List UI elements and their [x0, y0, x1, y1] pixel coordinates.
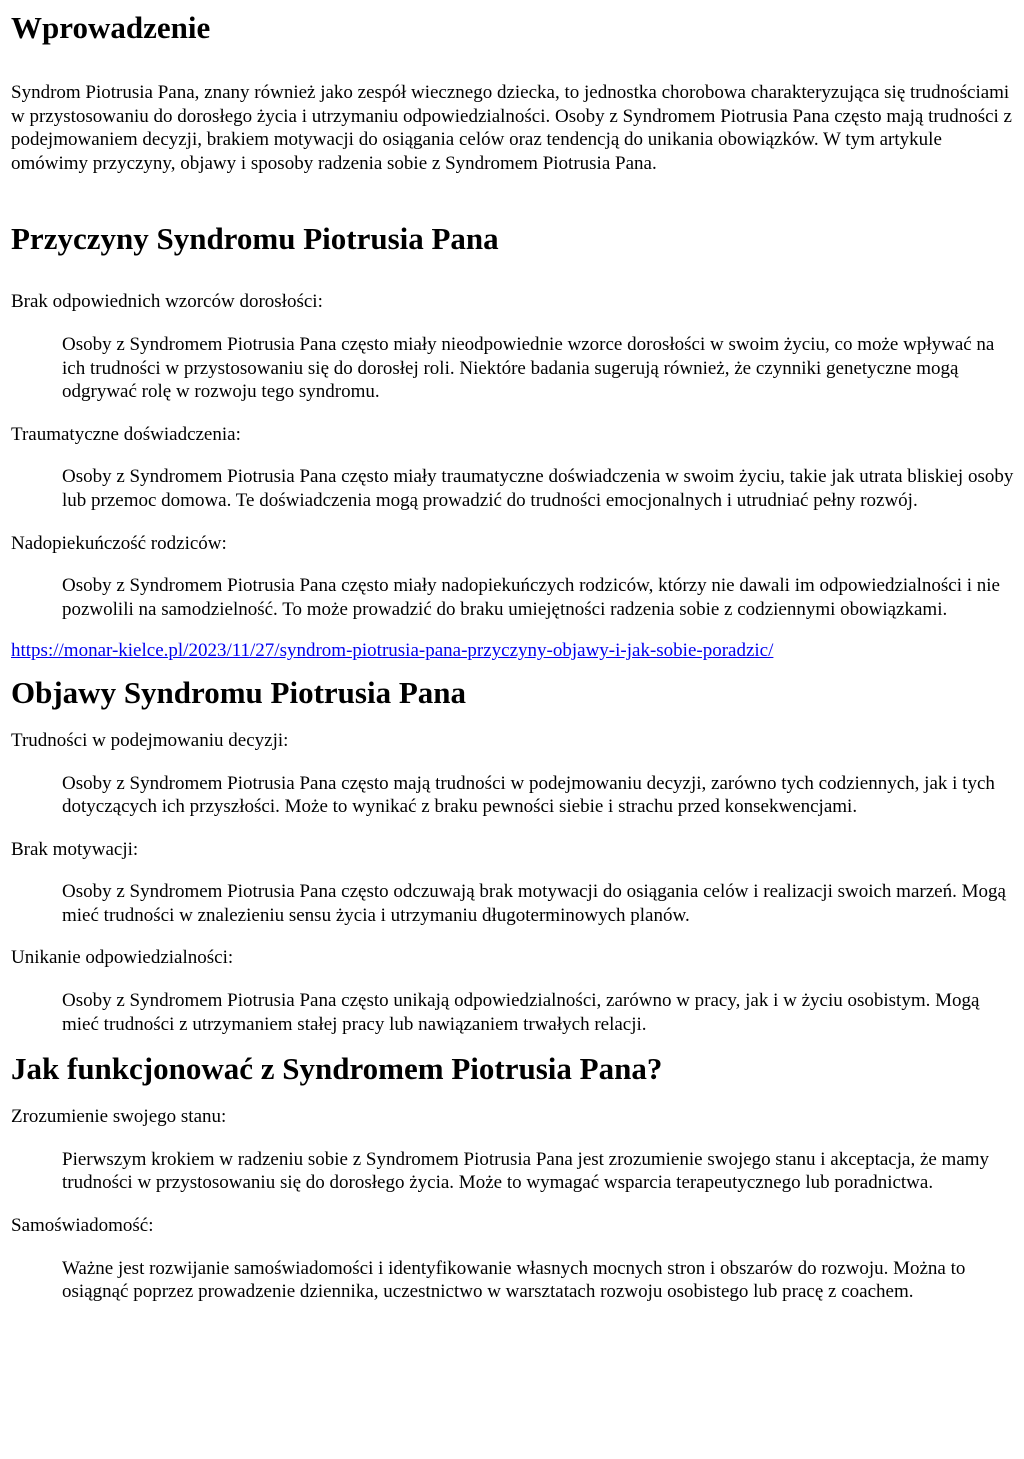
coping-term: Samoświadomość:	[11, 1215, 154, 1237]
coping-term: Zrozumienie swojego stanu:	[11, 1106, 227, 1128]
source-link[interactable]: https://monar-kielce.pl/2023/11/27/syndrom-piotrusia-pana-przyczyny-objawy-i-jak-sobie-poradzic/	[11, 640, 774, 662]
intro-paragraph: Syndrom Piotrusia Pana, znany również jako zespół wiecznego dziecka, to jednostka chorobowa charakteryzująca się trudnościami w przystosowaniu do dorosłego życia i utrzymaniu odpowiedzialności. Osoby z Syndromem Piotrusia Pana często mają trudności z podejmowaniem decyzji, brakiem motywacji do osiągania celów oraz tendencją do unikania obowiązków. W tym artykule omówimy przyczyny, objawy i sposoby radzenia sobie z Syndromem Piotrusia Pana.	[11, 82, 1012, 174]
symptoms-heading: Objawy Syndromu Piotrusia Pana	[11, 674, 467, 710]
symptom-description: Osoby z Syndromem Piotrusia Pana często odczuwają brak motywacji do osiągania celów i realizacji swoich marzeń. Mogą mieć trudności w znalezieniu sensu życia i utrzymaniu długoterminowych planów.	[62, 881, 1006, 926]
symptom-term: Unikanie odpowiedzialności:	[11, 947, 234, 969]
symptom-term: Trudności w podejmowaniu decyzji:	[11, 729, 289, 751]
cause-description: Osoby z Syndromem Piotrusia Pana często miały nadopiekuńczych rodziców, którzy nie dawali im odpowiedzialności i nie pozwolili na samodzielność. To może prowadzić do braku umiejętności radzenia sobie z codziennymi obowiązkami.	[62, 575, 1000, 620]
intro-heading: Wprowadzenie	[11, 10, 211, 45]
article	[0, 10, 1024, 1304]
cause-description: Osoby z Syndromem Piotrusia Pana często miały nieodpowiednie wzorce dorosłości w swoim życiu, co może wpływać na ich trudności w przystosowaniu się do dorosłej roli. Niektóre badania sugerują również, że czynniki genetyczne mogą odgrywać rolę w rozwoju tego syndromu.	[62, 333, 995, 403]
source-link-paragraph	[11, 639, 1015, 663]
symptoms-list	[11, 729, 1015, 1036]
coping-heading: Jak funkcjonować z Syndromem Piotrusia Pana?	[11, 1051, 663, 1087]
coping-list	[11, 1105, 1015, 1304]
causes-heading: Przyczyny Syndromu Piotrusia Pana	[11, 221, 499, 257]
cause-term: Traumatyczne doświadczenia:	[11, 423, 241, 445]
symptom-description: Osoby z Syndromem Piotrusia Pana często mają trudności w podejmowaniu decyzji, zarówno tych codziennych, jak i tych dotyczących ich przyszłości. Może to wynikać z braku pewności siebie i strachu przed konsekwencjami.	[62, 772, 995, 818]
symptom-term: Brak motywacji:	[11, 838, 139, 860]
cause-term: Brak odpowiednich wzorców dorosłości:	[11, 291, 323, 313]
cause-term: Nadopiekuńczość rodziców:	[11, 532, 227, 554]
symptom-description: Osoby z Syndromem Piotrusia Pana często unikają odpowiedzialności, zarówno w pracy, jak i w życiu osobistym. Mogą mieć trudności z utrzymaniem stałej pracy lub nawiązaniem trwałych relacji.	[62, 990, 980, 1035]
coping-description: Pierwszym krokiem w radzeniu sobie z Syndromem Piotrusia Pana jest zrozumienie swojego stanu i akceptacja, że mamy trudności w przystosowaniu się do dorosłego życia. Może to wymagać wsparcia terapeutycznego lub poradnictwa.	[62, 1148, 990, 1194]
cause-description: Osoby z Syndromem Piotrusia Pana często miały traumatyczne doświadczenia w swoim życiu, takie jak utrata bliskiej osoby lub przemoc domowa. Te doświadczenia mogą prowadzić do trudności emocjonalnych i utrudniać pełny rozwój.	[62, 466, 1014, 511]
causes-list	[11, 290, 1015, 621]
coping-description: Ważne jest rozwijanie samoświadomości i identyfikowanie własnych mocnych stron i obszarów do rozwoju. Można to osiągnąć poprzez prowadzenie dziennika, uczestnictwo w warsztatach rozwoju osobistego lub pracę z coachem.	[62, 1257, 966, 1303]
